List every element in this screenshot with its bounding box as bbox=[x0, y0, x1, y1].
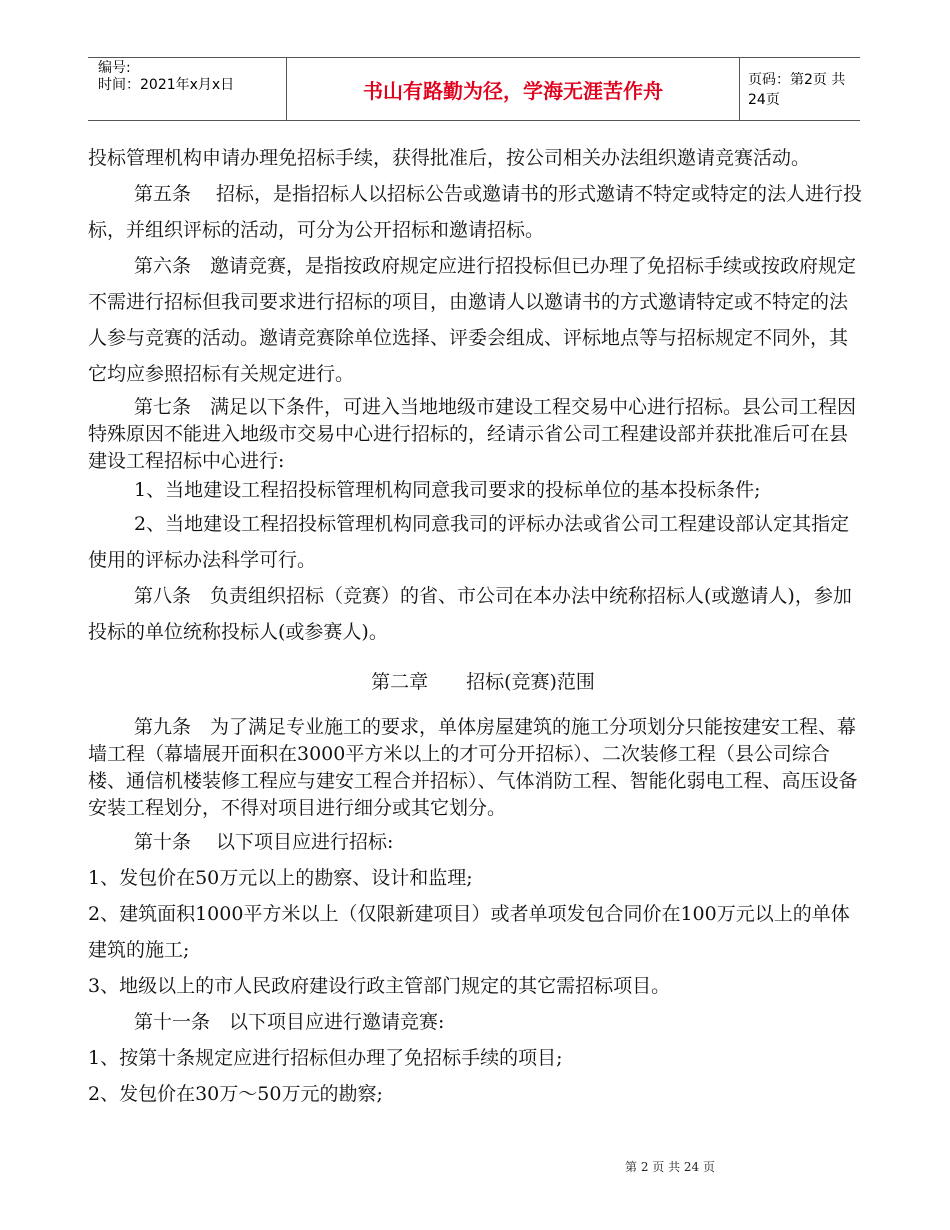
time-label: 时间：2021年x月x日 bbox=[98, 77, 235, 93]
page-header bbox=[88, 57, 860, 121]
article-9: 第九条 为了满足专业施工的要求，单体房屋建筑的施工分项划分只能按建安工程、幕墙工程（幕墙展开面积在3000平方米以上的才可分开招标）、二次装修工程（县公司综合楼、通信机楼装修工程应与建安工程合并招标）、气体消防工程、智能化弱电工程、高压设备安装工程划分，不得对项目进行细分或其它划分。 bbox=[88, 716, 858, 819]
article-7: 第七条 满足以下条件，可进入当地地级市建设工程交易中心进行招标。县公司工程因特殊原因不能进入地级市交易中心进行招标的，经请示省公司工程建设部并获批准后可在县建设工程招标中心进行: bbox=[88, 396, 857, 472]
chapter-2-heading: 第二章 招标(竞赛)范围 bbox=[371, 671, 595, 693]
article-7-item-1: 1、当地建设工程招投标管理机构同意我司要求的投标单位的基本投标条件; bbox=[134, 479, 761, 501]
article-11: 第十一条 以下项目应进行邀请竞赛: bbox=[134, 1011, 445, 1033]
article-10: 第十条 以下项目应进行招标: bbox=[134, 831, 394, 853]
article-11-item-1: 1、按第十条规定应进行招标但办理了免招标手续的项目; bbox=[88, 1047, 563, 1069]
header-motto: 书山有路勤为径，学海无涯苦作舟 bbox=[286, 58, 740, 120]
header-page-info: 页码：第2页 共24页 bbox=[748, 72, 846, 108]
page-footer: 第 2 页 共 24 页 bbox=[625, 1160, 715, 1174]
article-10-item-2: 2、建筑面积1000平方米以上（仅限新建项目）或者单项发包合同价在100万元以上的单体建筑的施工; bbox=[88, 903, 850, 961]
article-7-item-2: 2、当地建设工程招投标管理机构同意我司的评标办法或省公司工程建设部认定其指定使用的评标办法科学可行。 bbox=[88, 513, 850, 571]
header-meta bbox=[98, 60, 288, 94]
article-10-item-3: 3、地级以上的市人民政府建设行政主管部门规定的其它需招标项目。 bbox=[88, 975, 671, 997]
document-body bbox=[88, 140, 864, 1112]
article-5: 第五条 招标，是指招标人以招标公告或邀请书的形式邀请不特定或特定的法人进行投标，并组织评标的活动，可分为公开招标和邀请招标。 bbox=[88, 183, 863, 241]
number-label: 编号: bbox=[98, 60, 131, 76]
article-6: 第六条 邀请竞赛，是指按政府规定应进行招投标但已办理了免招标手续或按政府规定不需进行招标但我司要求进行招标的项目，由邀请人以邀请书的方式邀请特定或不特定的法人参与竞赛的活动。邀请竞赛除单位选择、评委会组成、评标地点等与招标规定不同外，其它均应参照招标有关规定进行。 bbox=[88, 255, 857, 385]
article-11-item-2: 2、发包价在30万～50万元的勘察; bbox=[88, 1083, 383, 1105]
article-8: 第八条 负责组织招标（竞赛）的省、市公司在本办法中统称招标人(或邀请人)，参加投标的单位统称投标人(或参赛人)。 bbox=[88, 585, 852, 643]
article-10-item-1: 1、发包价在50万元以上的勘察、设计和监理; bbox=[88, 867, 473, 889]
paragraph-continuation: 投标管理机构申请办理免招标手续，获得批准后，按公司相关办法组织邀请竞赛活动。 bbox=[88, 147, 811, 169]
